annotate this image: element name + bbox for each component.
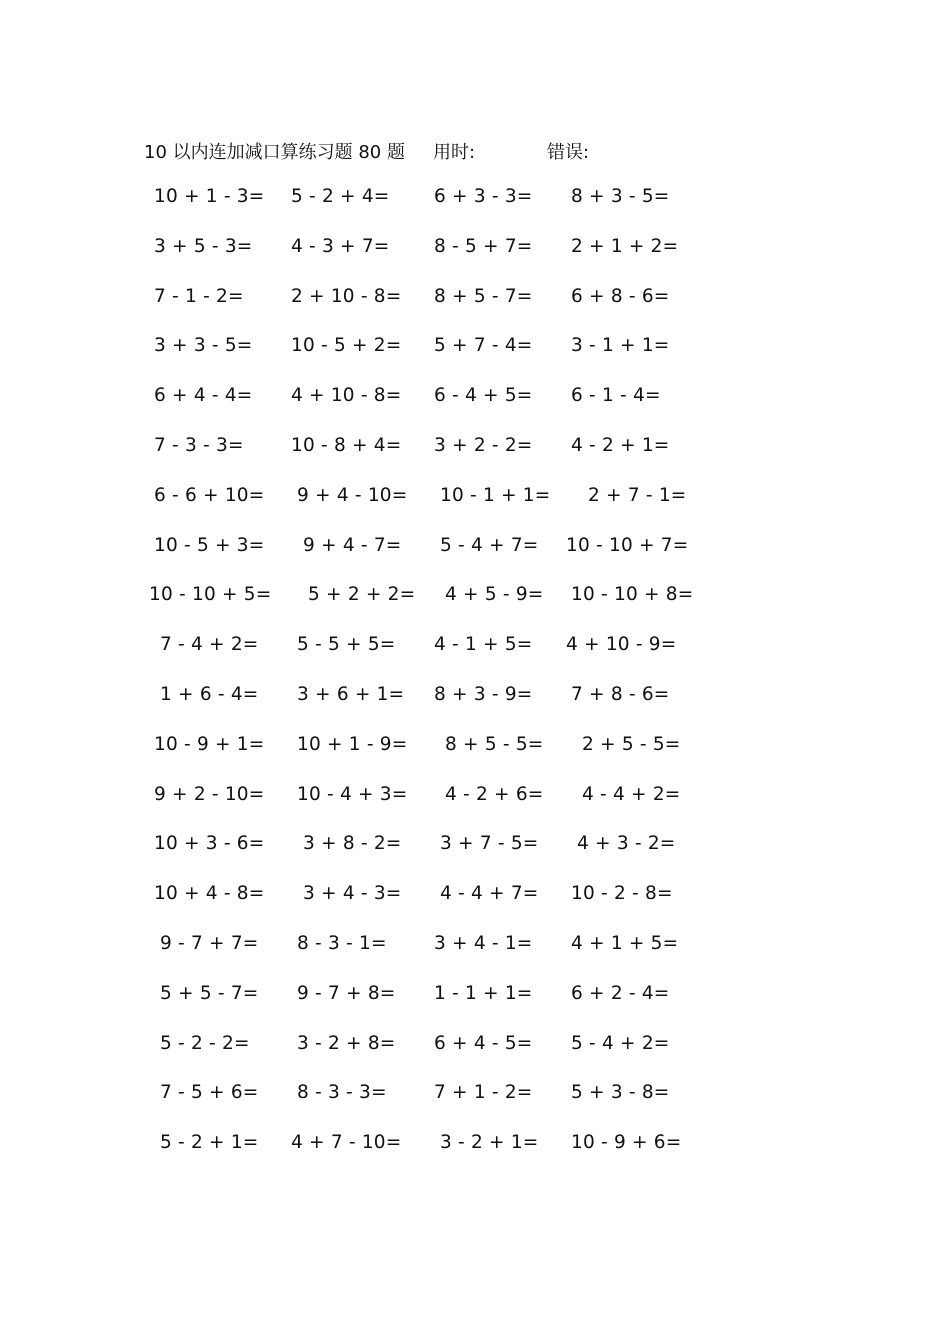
problem: 10 - 1 + 1=: [440, 484, 551, 506]
problem: 10 + 1 - 9=: [297, 733, 408, 755]
problem-row: [0, 1132, 950, 1182]
problem: 4 - 2 + 6=: [445, 783, 544, 805]
problem-row: [0, 634, 950, 684]
problem: 8 + 3 - 9=: [434, 683, 533, 705]
problem: 4 + 5 - 9=: [445, 584, 544, 606]
problem: 4 - 3 + 7=: [291, 235, 390, 257]
problem: 8 + 5 - 5=: [445, 733, 544, 755]
problem: 8 + 3 - 5=: [571, 186, 670, 207]
problem: 10 - 4 + 3=: [297, 783, 408, 805]
problem: 6 + 4 - 4=: [154, 385, 253, 407]
problem: 5 + 7 - 4=: [434, 335, 533, 357]
problem-row: [0, 584, 950, 634]
problem-row: [0, 236, 950, 286]
problem: 3 + 2 - 2=: [434, 434, 533, 456]
problem: 4 + 7 - 10=: [291, 1132, 402, 1154]
problem: 5 + 5 - 7=: [160, 982, 259, 1004]
problem: 3 + 4 - 3=: [303, 883, 402, 905]
problem: 8 - 3 - 1=: [297, 932, 387, 954]
problem: 10 - 10 + 5=: [149, 584, 272, 606]
problem: 7 + 8 - 6=: [571, 683, 670, 705]
problem-row: [0, 734, 950, 784]
problem-row: [0, 435, 950, 485]
problem: 4 - 4 + 2=: [582, 783, 681, 805]
problem-row: [0, 684, 950, 734]
problem: 9 + 4 - 10=: [297, 484, 408, 506]
problem-row: [0, 784, 950, 834]
problem: 4 + 10 - 8=: [291, 385, 402, 407]
problem: 3 + 4 - 1=: [434, 932, 533, 954]
problem: 3 + 5 - 3=: [154, 235, 253, 257]
problem: 10 - 8 + 4=: [291, 434, 402, 456]
problem: 10 - 2 - 8=: [571, 883, 673, 905]
problem: 9 + 4 - 7=: [303, 534, 402, 556]
problem: 10 - 10 + 8=: [571, 584, 694, 606]
problem: 6 + 2 - 4=: [571, 982, 670, 1004]
problem: 2 + 5 - 5=: [582, 733, 681, 755]
problem: 5 - 2 - 2=: [160, 1032, 250, 1054]
problem-row: [0, 883, 950, 933]
problem: 4 - 1 + 5=: [434, 634, 533, 656]
problem: 2 + 1 + 2=: [571, 235, 679, 257]
problem-row: [0, 1033, 950, 1083]
problem: 6 - 4 + 5=: [434, 385, 533, 407]
problem: 5 - 4 + 2=: [571, 1032, 670, 1054]
problem: 10 + 4 - 8=: [154, 883, 265, 905]
problem: 9 + 2 - 10=: [154, 783, 265, 805]
problem: 2 + 10 - 8=: [291, 285, 402, 307]
problem-row: [0, 186, 950, 236]
problem: 10 - 9 + 6=: [571, 1132, 682, 1154]
problem: 7 - 4 + 2=: [160, 634, 259, 656]
problem: 4 + 1 + 5=: [571, 932, 679, 954]
problem: 5 - 2 + 1=: [160, 1132, 259, 1154]
problem: 9 - 7 + 7=: [160, 932, 259, 954]
problem: 5 - 2 + 4=: [291, 186, 390, 207]
problem: 6 + 4 - 5=: [434, 1032, 533, 1054]
problem: 10 + 3 - 6=: [154, 833, 265, 855]
worksheet-title: 10 以内连加减口算练习题 80 题: [144, 142, 405, 163]
problem: 3 - 1 + 1=: [571, 335, 670, 357]
problem: 10 - 5 + 3=: [154, 534, 265, 556]
problem: 2 + 7 - 1=: [588, 484, 687, 506]
problem: 5 - 5 + 5=: [297, 634, 396, 656]
error-count-label: 错误:: [547, 142, 590, 163]
problem-row: [0, 535, 950, 585]
problem: 10 + 1 - 3=: [154, 186, 265, 207]
problem: 4 - 2 + 1=: [571, 434, 670, 456]
problem: 8 + 5 - 7=: [434, 285, 533, 307]
worksheet-header: [0, 138, 950, 164]
problem: 5 - 4 + 7=: [440, 534, 539, 556]
problem-row: [0, 286, 950, 336]
problem: 5 + 2 + 2=: [308, 584, 416, 606]
problem: 7 + 1 - 2=: [434, 1082, 533, 1104]
problem-row: [0, 833, 950, 883]
problem: 6 - 1 - 4=: [571, 385, 661, 407]
problem: 10 - 10 + 7=: [566, 534, 689, 556]
problem: 1 - 1 + 1=: [434, 982, 533, 1004]
problem-grid: [0, 186, 950, 1182]
problem-row: [0, 385, 950, 435]
problem: 6 + 8 - 6=: [571, 285, 670, 307]
problem: 5 + 3 - 8=: [571, 1082, 670, 1104]
problem-row: [0, 933, 950, 983]
problem: 6 + 3 - 3=: [434, 186, 533, 207]
problem: 3 - 2 + 1=: [440, 1132, 539, 1154]
problem: 10 - 5 + 2=: [291, 335, 402, 357]
problem: 4 - 4 + 7=: [440, 883, 539, 905]
problem: 7 - 1 - 2=: [154, 285, 244, 307]
problem: 3 + 8 - 2=: [303, 833, 402, 855]
problem: 3 + 6 + 1=: [297, 683, 405, 705]
problem: 6 - 6 + 10=: [154, 484, 265, 506]
problem: 10 - 9 + 1=: [154, 733, 265, 755]
problem: 3 + 7 - 5=: [440, 833, 539, 855]
problem: 8 - 5 + 7=: [434, 235, 533, 257]
problem-row: [0, 485, 950, 535]
problem-row: [0, 1082, 950, 1132]
problem: 8 - 3 - 3=: [297, 1082, 387, 1104]
problem-row: [0, 983, 950, 1033]
problem: 3 - 2 + 8=: [297, 1032, 396, 1054]
problem: 7 - 3 - 3=: [154, 434, 244, 456]
problem: 3 + 3 - 5=: [154, 335, 253, 357]
time-used-label: 用时:: [433, 142, 476, 163]
problem-row: [0, 335, 950, 385]
problem: 7 - 5 + 6=: [160, 1082, 259, 1104]
problem: 4 + 3 - 2=: [577, 833, 676, 855]
problem: 9 - 7 + 8=: [297, 982, 396, 1004]
problem: 1 + 6 - 4=: [160, 683, 259, 705]
problem: 4 + 10 - 9=: [566, 634, 677, 656]
